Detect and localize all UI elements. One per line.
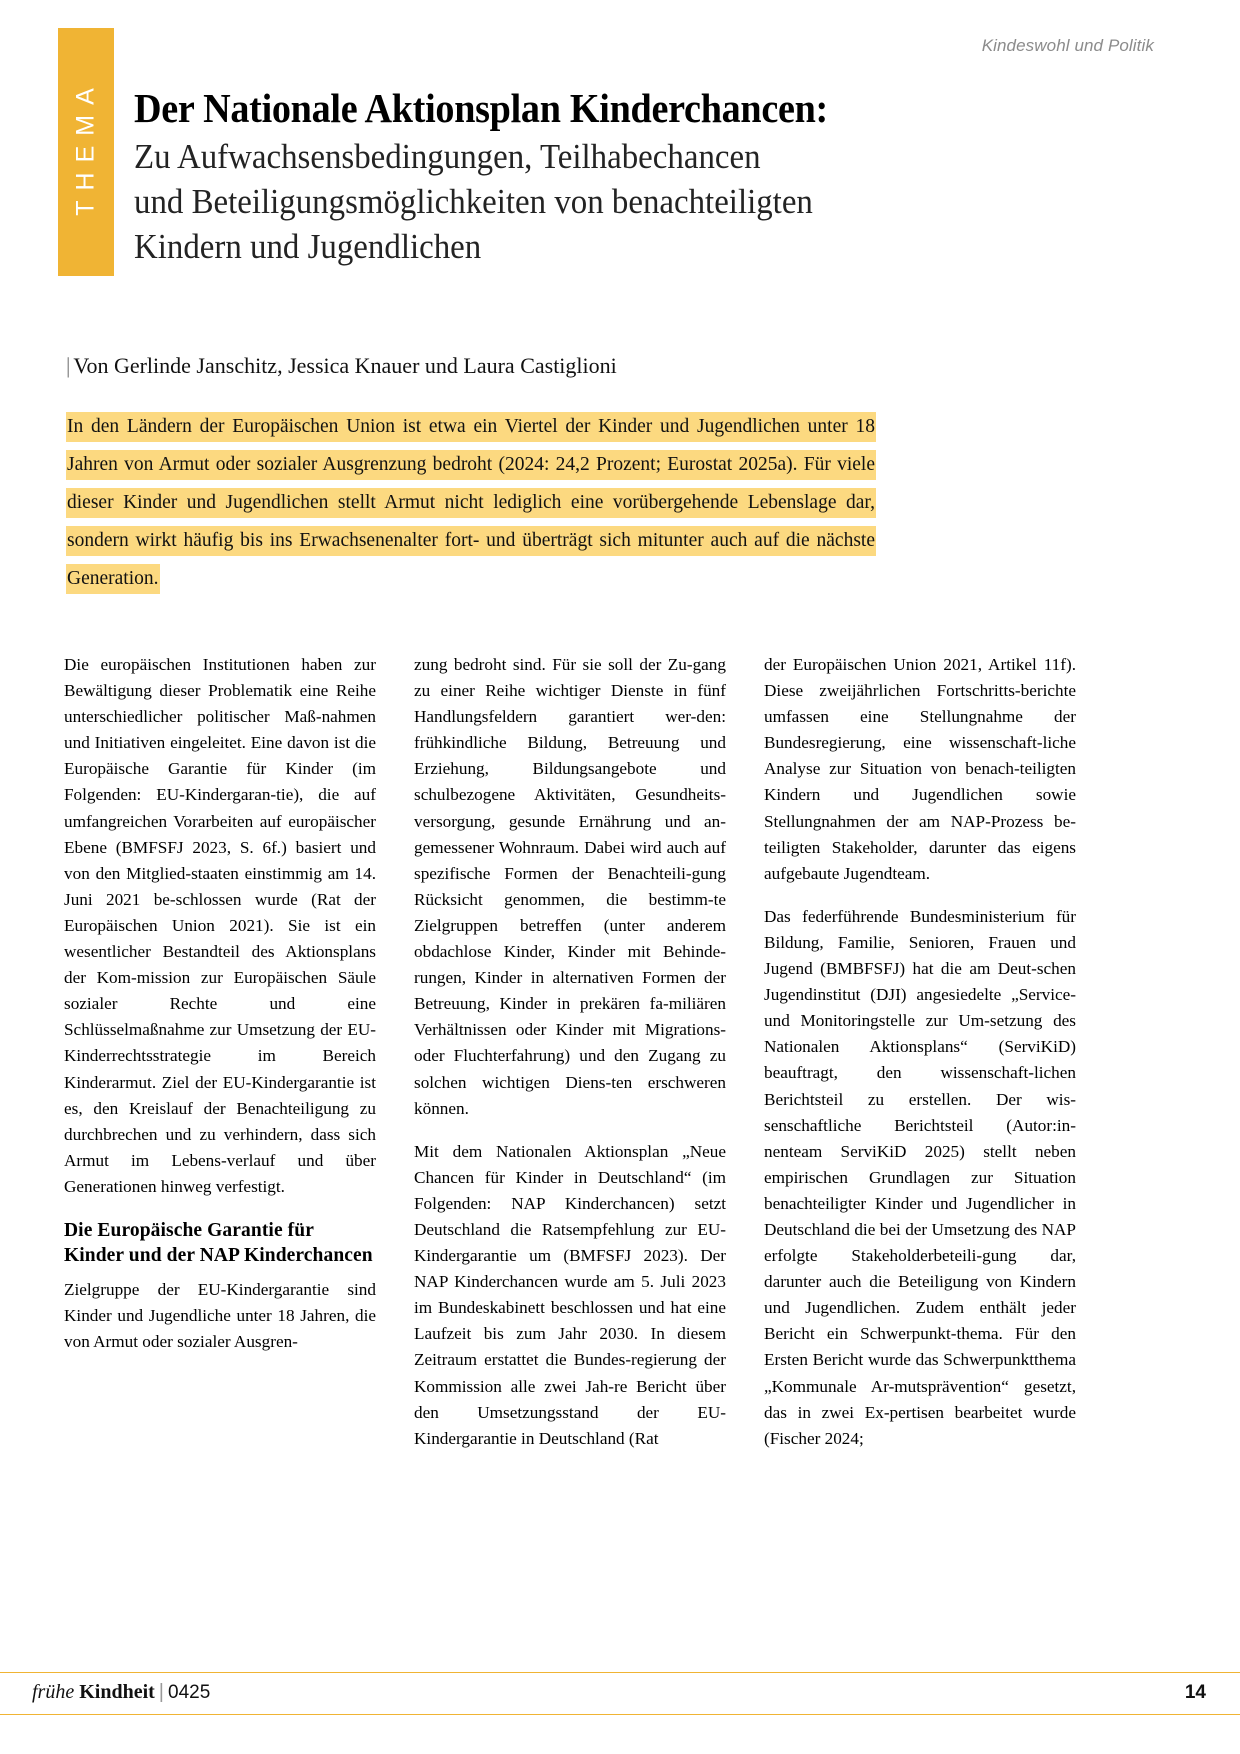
page-subtitle-line-2: und Beteiligungsmöglichkeiten von benachteiligten: [134, 182, 813, 221]
paragraph: Das federführende Bundesministerium für Bildung, Familie, Senioren, Frauen und Jugend (BMBFSFJ) hat die am Deut-schen Jugendinstitut (DJI) angesiedelte „Service- und Monitoringstelle zur Um-setzung des Nationalen Aktionsplans“ (ServiKiD) beauftragt, den wissenschaft-lichen Berichtsteil zu erstellen. Der wis-senschaftliche Berichtsteil (Autor:in-nenteam ServiKiD 2025) stellt neben empirischen Grundlagen zur Situation benachteiligter Kinder und Jugendlicher in Deutschland die bei der Umsetzung des NAP erfolgte Stakeholderbeteili-gung dar, darunter auch die Beteiligung von Kindern und Jugendlichen. Zudem enthält jeder Bericht ein Schwerpunkt-thema. Für den Ersten Bericht wurde das Schwerpunktthema „Kommunale Ar-mutsprävention“ gesetzt, das in zwei Ex-pertisen bearbeitet wurde (Fischer 2024;: [764, 906, 1076, 1448]
footer-journal-name-italic: frühe: [32, 1681, 75, 1703]
paragraph: Die europäischen Institutionen haben zur Bewältigung dieser Problematik eine Reihe unterschiedlicher politischer Maß-nahmen und Initiativen eingeleitet. Eine davon ist die Europäische Garantie für Kinder (im Folgenden: EU-Kindergaran-tie), die auf umfangreichen Vorarbeiten auf europäischer Ebene (BMFSFJ 2023, S. 6f.) basiert und von den Mitglied-staaten einstimmig am 14. Juni 2021 be-schlossen wurde (Rat der Europäischen Union 2021). Sie ist ein wesentlicher Bestandteil des Aktionsplans der Kom-mission zur Europäischen Säule sozialer Rechte und eine Schlüsselmaßnahme zur Umsetzung der EU-Kinderrechtsstrategie im Bereich Kinderarmut. Ziel der EU-Kindergarantie ist es, den Kreislauf der Benachteiligung zu durchbrechen und zu verhindern, dass sich Armut im Lebens-verlauf und über Generationen hinweg verfestigt.: [64, 655, 376, 1196]
title-block: [134, 84, 1094, 269]
section-tab-thema: [58, 28, 114, 276]
abstract-block: [66, 408, 876, 598]
body-columns: [64, 652, 1176, 1452]
column-2: [414, 652, 726, 1452]
paragraph: zung bedroht sind. Für sie soll der Zu-gang zu einer Reihe wichtiger Dienste in fünf Handlungsfeldern garantiert wer-den: frühkindliche Bildung, Betreuung und Erziehung, Bildungsangebote und schulbezogene Aktivitäten, Gesundheits-versorgung, gesunde Ernährung und an-gemessener Wohnraum. Dabei wird auch auf spezifische Formen der Benachteili-gung Rücksicht genommen, die bestimm-te Zielgruppen betreffen (unter anderem obdachlose Kinder, Kinder mit Behinde-rungen, Kinder in alternativen Formen der Betreuung, Kinder in prekären fa-miliären Verhältnissen oder Kinder mit Migrations- oder Fluchterfahrung) und den Zugang zu solchen wichtigen Diens-ten erschweren können.: [414, 655, 726, 1118]
footer-separator: |: [158, 1681, 164, 1703]
column-3: [764, 652, 1076, 1452]
section-tab-label: THEMA: [71, 78, 100, 216]
paragraph: Mit dem Nationalen Aktionsplan „Neue Chancen für Kinder in Deutschland“ (im Folgenden: NAP Kinderchancen) setzt Deutschland die Ratsempfehlung zur EU-Kindergarantie um (BMFSFJ 2023). Der NAP Kinderchancen wurde am 5. Juli 2023 im Bundeskabinett beschlossen und hat eine Laufzeit bis zum Jahr 2030. In diesem Zeitraum erstattet die Bundes-regierung der Kommission alle zwei Jah-re Bericht über den Umsetzungsstand der EU-Kindergarantie in Deutschland (Rat: [414, 1141, 726, 1448]
footer-issue: 0425: [168, 1682, 211, 1703]
page-subtitle: [134, 134, 1036, 269]
footer-rule-top: [0, 1672, 1240, 1673]
footer-journal-name-bold: Kindheit: [79, 1681, 155, 1703]
column-1: [64, 652, 376, 1452]
byline-separator: |: [66, 353, 71, 378]
footer-page-number: 14: [1184, 1682, 1206, 1703]
page-subtitle-line-1: Zu Aufwachsensbedingungen, Teilhabechancen: [134, 137, 761, 176]
abstract-text: In den Ländern der Europäischen Union ist etwa ein Viertel der Kinder und Jugendlichen unter 18 Jahren von Armut oder sozialer Ausgrenzung bedroht (2024: 24,2 Prozent; Eurostat 2025a). Für viele dieser Kinder und Jugendlichen stellt Armut nicht lediglich eine vorübergehende Lebenslage dar, sondern wirkt häufig bis ins Erwachsenenalter fort- und überträgt sich mitunter auch auf die nächste Generation.: [66, 412, 876, 594]
footer-journal: [32, 1681, 210, 1704]
byline-authors: Von Gerlinde Janschitz, Jessica Knauer und Laura Castiglioni: [73, 353, 617, 378]
running-head: Kindeswohl und Politik: [981, 36, 1154, 55]
paragraph: Zielgruppe der EU-Kindergarantie sind Kinder und Jugendliche unter 18 Jahren, die von Armut oder sozialer Ausgren-: [64, 1279, 376, 1352]
page-subtitle-line-3: Kindern und Jugendlichen: [134, 227, 482, 266]
paragraph: der Europäischen Union 2021, Artikel 11f). Diese zweijährlichen Fortschritts-berichte umfassen eine Stellungnahme der Bundesregierung, eine wissenschaft-liche Analyse zur Situation von benach-teiligten Kindern und Jugendlichen sowie Stellungnahmen der am NAP-Prozess be-teiligten Stakeholder, darunter das eigens aufgebaute Jugendteam.: [764, 655, 1076, 883]
footer-rule-bottom: [0, 1714, 1240, 1715]
section-heading: Die Europäische Garantie für Kinder und der NAP Kinderchancen: [64, 1219, 373, 1266]
byline: [66, 352, 617, 380]
page-title: Der Nationale Aktionsplan Kinderchancen:: [134, 85, 828, 131]
